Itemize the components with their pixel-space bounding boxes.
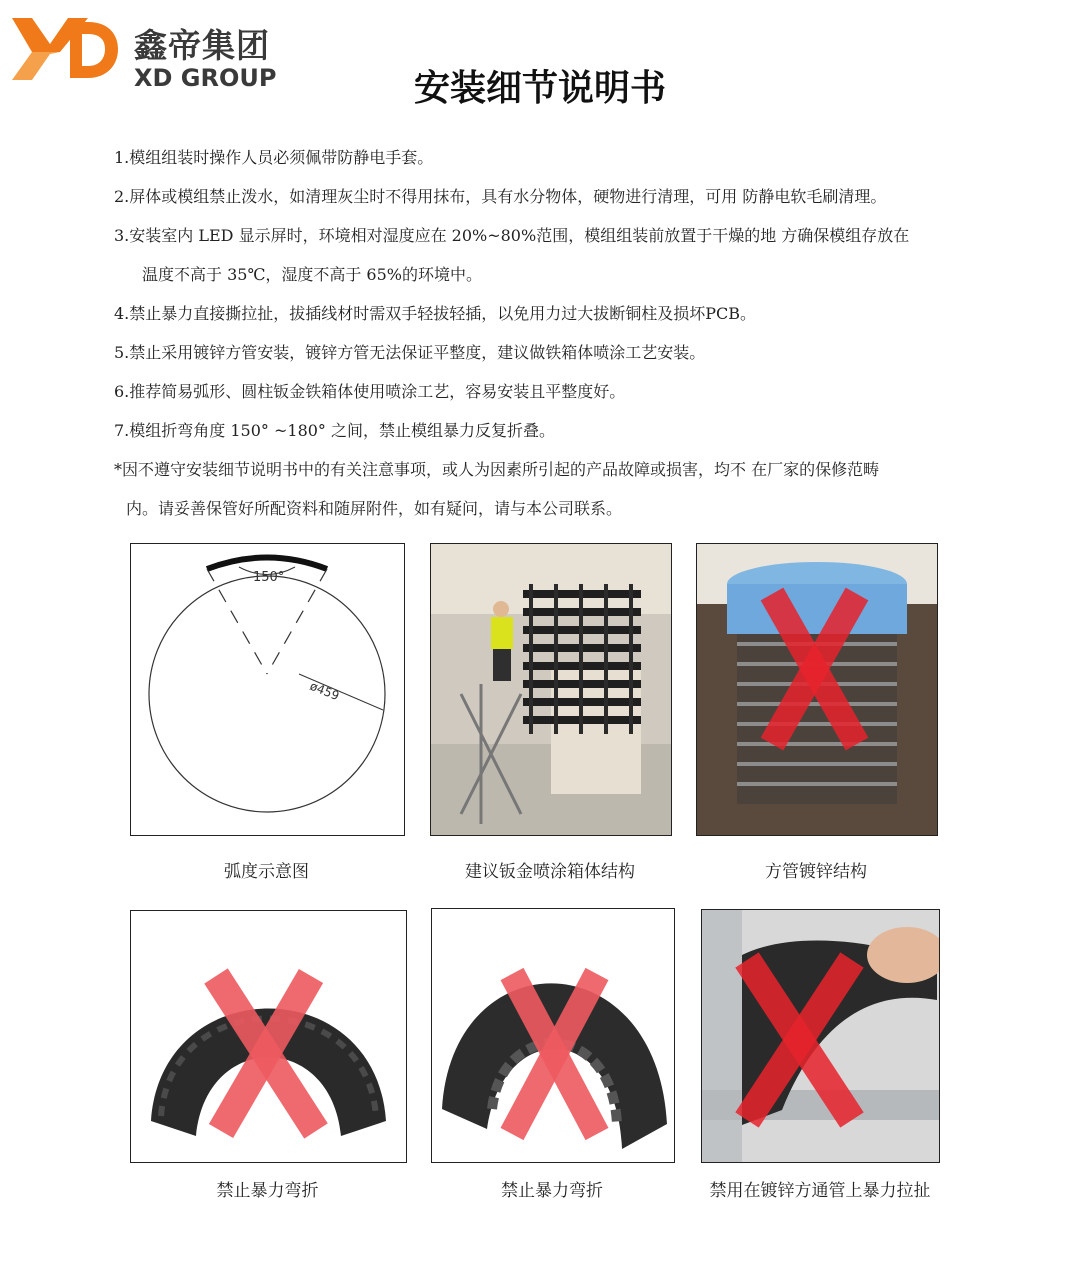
rule-6: 6.推荐简易弧形、圆柱钣金铁箱体使用喷涂工艺，容易安装且平整度好。 (114, 382, 626, 401)
rule-2: 2.屏体或模组禁止泼水，如清理灰尘时不得用抹布，具有水分物体，硬物进行清理，可用 防静电软毛刷清理。 (114, 187, 887, 206)
rule-7: 7.模组折弯角度 150° ~180° 之间，禁止模组暴力反复折叠。 (114, 421, 556, 440)
cabinet-installation-photo (431, 544, 671, 835)
caption-pull: 禁用在镀锌方通管上暴力拉扯 (709, 1181, 931, 1201)
photo-bend-2 (431, 908, 675, 1163)
diameter-label: ø459 (307, 678, 342, 704)
angle-label: 150° (253, 570, 285, 585)
photo-pull (701, 909, 940, 1163)
warranty-notice-line-2: 内。请妥善保管好所配资料和随屏附件，如有疑问，请与本公司联系。 (126, 499, 623, 518)
photo-bend-1 (130, 910, 407, 1163)
rule-4: 4.禁止暴力直接撕拉扯，拔插线材时需双手轻拔轻插，以免用力过大拔断铜柱及损坏PCB。 (114, 304, 757, 323)
arc-diagram (131, 544, 404, 835)
square-tube-photo (697, 544, 937, 835)
rule-3-continuation: 温度不高于 35℃，湿度不高于 65%的环境中。 (142, 265, 482, 284)
bent-module-photo-1 (131, 911, 406, 1162)
warranty-notice-line-1: *因不遵守安装细节说明书中的有关注意事项，或人为因素所引起的产品故障或损害，均不 在厂家的保修范畴 (114, 460, 880, 479)
bent-module-photo-2 (432, 909, 674, 1162)
photo-square-tube (696, 543, 938, 836)
caption-bend-1: 禁止暴力弯折 (216, 1181, 319, 1201)
arc-diagram-figure (130, 543, 405, 836)
rule-5: 5.禁止采用镀锌方管安装，镀锌方管无法保证平整度，建议做铁箱体喷涂工艺安装。 (114, 343, 706, 362)
rule-1: 1.模组组装时操作人员必须佩带防静电手套。 (114, 148, 434, 167)
caption-bend-2: 禁止暴力弯折 (501, 1181, 603, 1201)
page-title: 安装细节说明书 (413, 68, 666, 109)
instruction-list (114, 138, 1014, 528)
caption-square-tube: 方管镀锌结构 (765, 862, 867, 882)
logo-name-cn: 鑫帝集团 (134, 26, 270, 65)
caption-recommended-cabinet: 建议钣金喷涂箱体结构 (465, 862, 635, 882)
pull-on-tube-photo (702, 910, 939, 1162)
caption-arc-diagram: 弧度示意图 (224, 862, 309, 882)
warranty-notice (114, 450, 1014, 528)
rule-3 (114, 216, 1014, 294)
rule-3-text: 3.安装室内 LED 显示屏时，环境相对湿度应在 20%~80%范围，模组组装前放置于干燥的地 方确保模组存放在 (114, 226, 910, 245)
logo-name-en: XD GROUP (134, 64, 277, 92)
photo-recommended-cabinet (430, 543, 672, 836)
